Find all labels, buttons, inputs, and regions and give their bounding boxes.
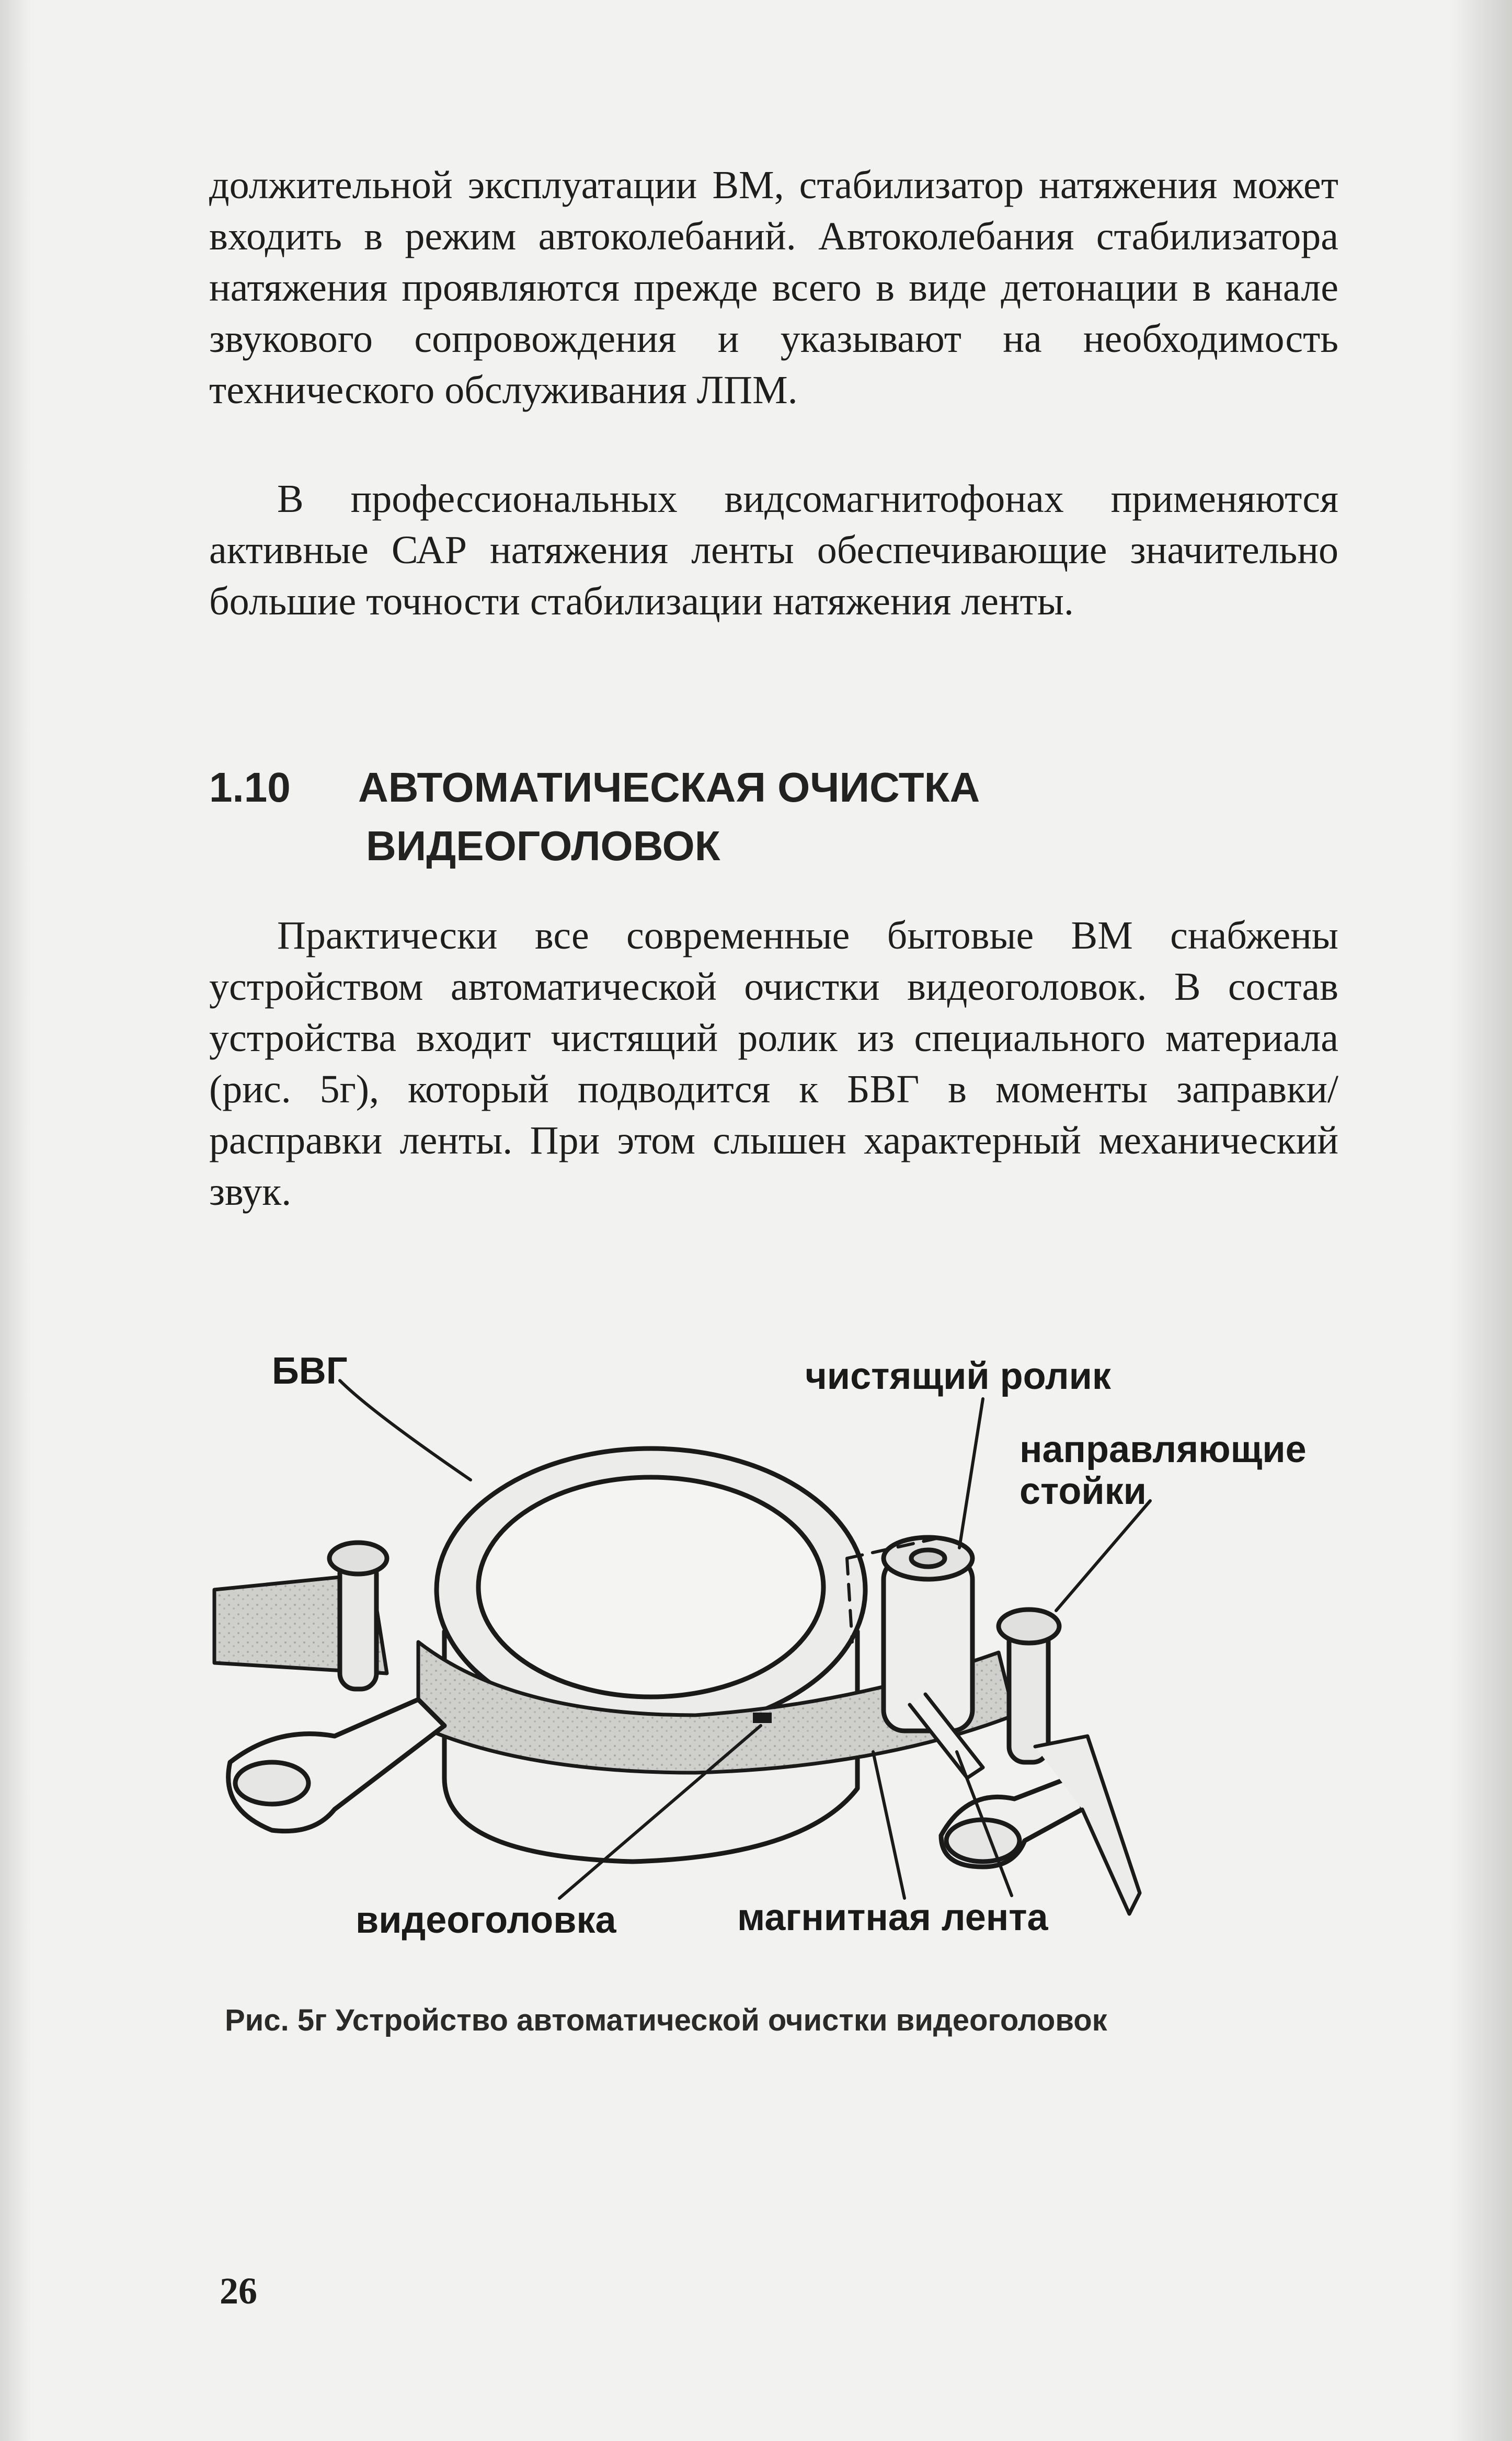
page-edge-shadow-right — [1449, 0, 1512, 2441]
label-guide-posts-line-1: направляющие — [1020, 1429, 1307, 1470]
section-title-line-2: ВИДЕОГОЛОВОК — [366, 823, 720, 869]
leader-bvg — [340, 1381, 471, 1480]
paragraph-1-text: должительной эксплуатации ВМ, стабилизатор натяжения может входить в режим автоколебаний. Автоколебания стабилизатора натяжения проявляются прежде всего в виде детонации в канале звукового сопровождения и указывают на необходимость технического обслуживания ЛПМ. — [209, 163, 1338, 412]
figure-auto-cleaning-device — [199, 1339, 1380, 1956]
section-number: 1.10 — [209, 764, 291, 811]
guide-post-right — [1009, 1626, 1048, 1762]
label-cleaning-roller: чистящий ролик — [805, 1355, 1111, 1397]
section-title-line-1: АВТОМАТИЧЕСКАЯ ОЧИСТКА — [358, 764, 980, 811]
section-heading — [209, 758, 980, 875]
video-head-mark — [753, 1713, 772, 1723]
guide-post-left — [340, 1558, 376, 1689]
figure-caption: Рис. 5г Устройство автоматической очистки видеоголовок — [225, 2003, 1107, 2037]
label-guide-posts-line-2: стойки — [1020, 1470, 1147, 1512]
paragraph-3-text: Практически все современные бытовые ВМ снабжены устройством автоматической очистки видеоголовок. В состав устройства входит чистящий ролик из специального материала (рис. 5г), который подводится к БВГ в моменты заправки/расправки ленты. При этом слышен характерный механический звук. — [209, 914, 1338, 1214]
drum-top-inner — [478, 1477, 823, 1697]
leader-guide — [1056, 1501, 1150, 1611]
label-magnetic-tape: магнитная лента — [737, 1897, 1048, 1938]
label-video-head: видеоголовка — [356, 1899, 616, 1941]
label-bvg: БВГ — [272, 1350, 348, 1392]
leader-roller — [959, 1399, 983, 1548]
paragraph-auto-cleaning — [209, 910, 1338, 1217]
paragraph-2-text: В профессиональных видсомагнитофонах применяются активные САР натяжения ленты обеспечивающие значительно большие точности стабилизации натяжения ленты. — [209, 477, 1338, 623]
page-edge-shadow-left — [0, 0, 31, 2441]
paragraph-professional-vcr — [209, 473, 1338, 627]
leader-tape — [873, 1752, 904, 1898]
page-number: 26 — [220, 2270, 257, 2312]
paragraph-continued — [209, 159, 1338, 416]
